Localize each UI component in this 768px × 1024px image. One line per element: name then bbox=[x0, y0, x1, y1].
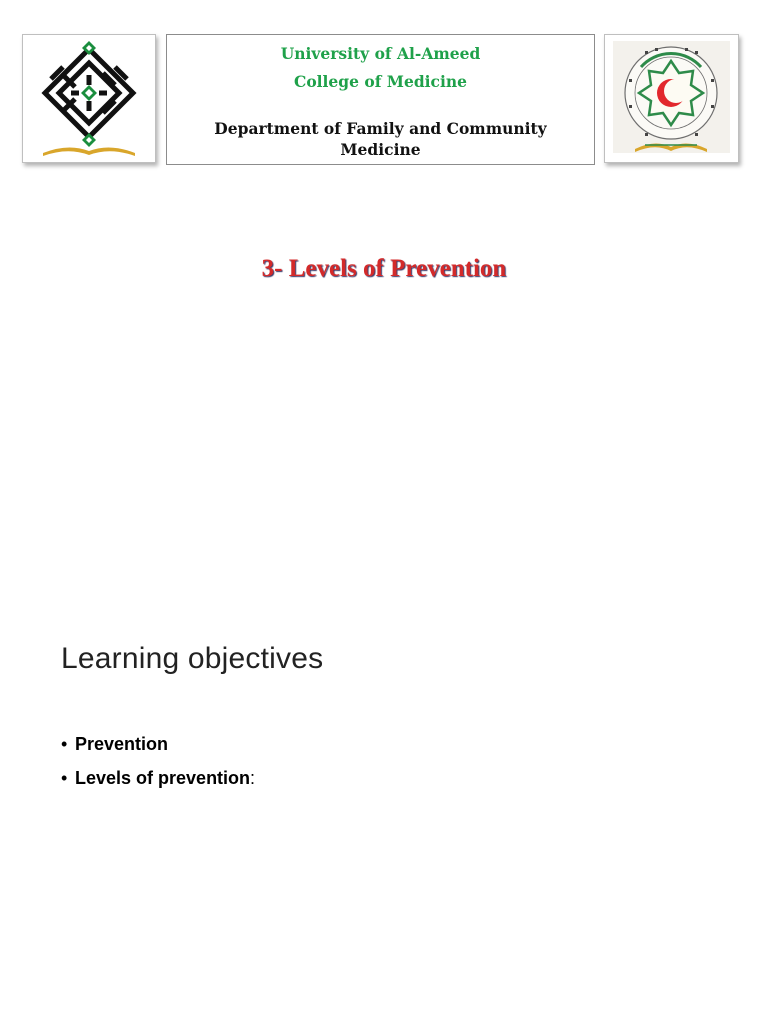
university-logo bbox=[22, 34, 156, 163]
kufic-calligraphy-icon bbox=[23, 35, 155, 162]
institution-header bbox=[166, 34, 595, 165]
university-name: University of Al-Ameed bbox=[280, 44, 481, 63]
list-item bbox=[61, 766, 255, 800]
learning-objectives-heading: Learning objectives bbox=[61, 642, 324, 675]
objective-text: Levels of prevention bbox=[75, 768, 251, 788]
college-name: College of Medicine bbox=[293, 72, 467, 91]
lecture-title: 3- Levels of Prevention bbox=[261, 255, 507, 282]
objective-text: Prevention bbox=[75, 734, 169, 754]
bullet-icon: • bbox=[61, 768, 68, 788]
bullet-icon: • bbox=[61, 734, 68, 754]
college-seal bbox=[604, 34, 739, 163]
list-item bbox=[61, 732, 255, 766]
medical-seal-icon bbox=[605, 35, 738, 162]
department-name: Department of Family and Community Medicine bbox=[214, 119, 547, 159]
objective-suffix: : bbox=[250, 768, 256, 788]
objectives-list bbox=[61, 732, 255, 800]
